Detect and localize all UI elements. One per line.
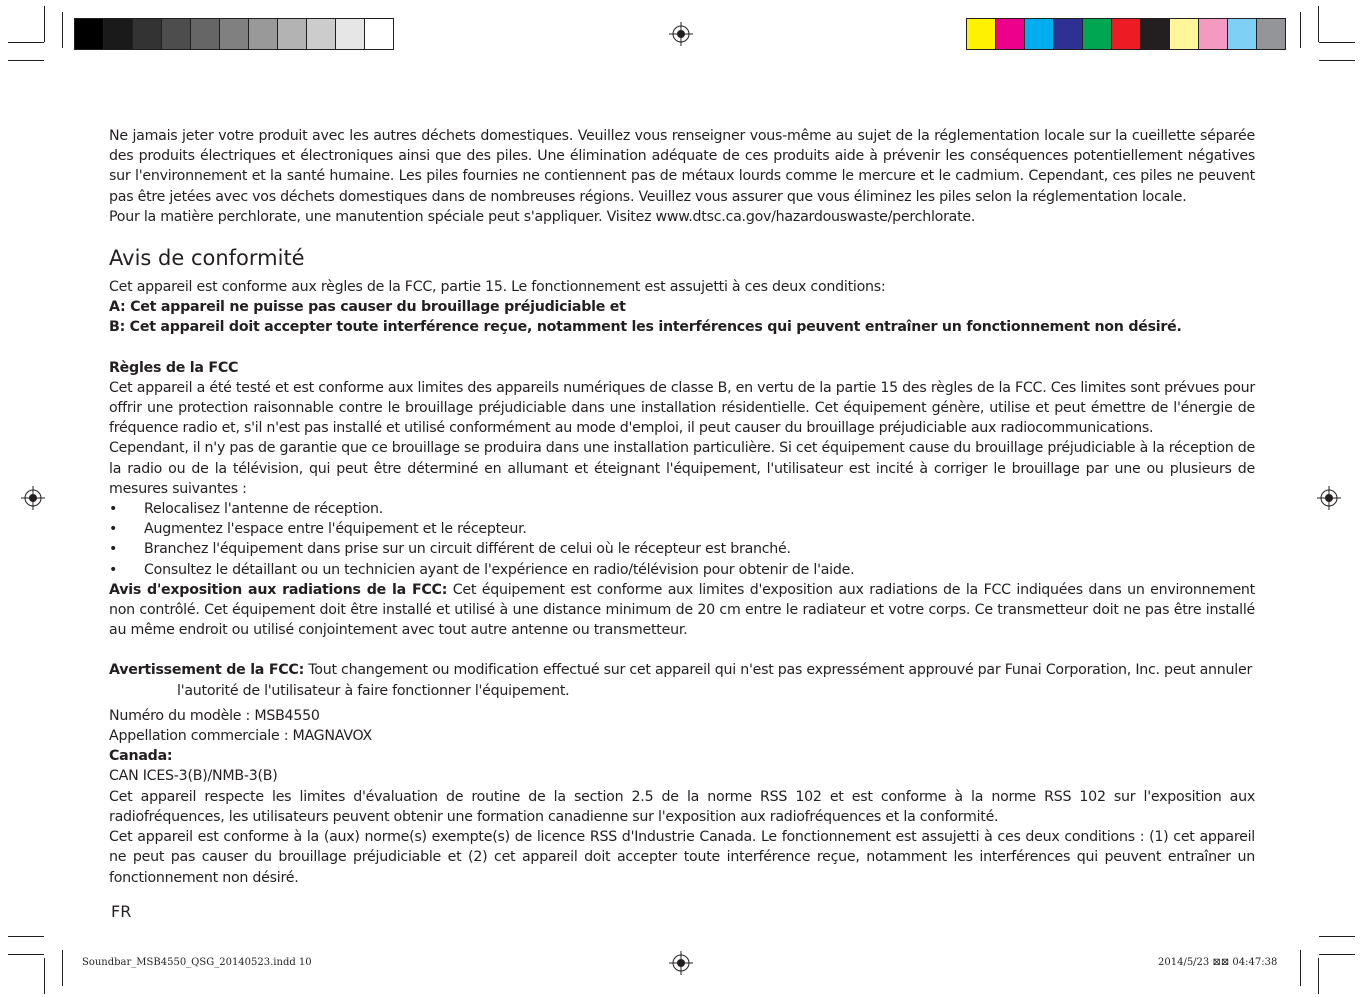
color-swatch	[133, 19, 162, 49]
warning-text: Tout changement ou modification effectué sur cet appareil qui n'est pas expressément approuvé par Funai Corporation, Inc. peut annuler	[304, 662, 1253, 679]
slug-filename: Soundbar_MSB4550_QSG_20140523.indd 10	[82, 957, 312, 968]
color-swatch	[307, 19, 336, 49]
bullet-icon: •	[109, 541, 118, 558]
warning-text-continued: l'autorité de l'utilisateur à faire fonctionner l'équipement.	[177, 682, 570, 699]
color-swatch	[365, 19, 393, 49]
crop-mark	[62, 950, 63, 986]
fcc-paragraph-1: Cet appareil a été testé et est conforme aux limites des appareils numériques de classe B, en vertu de la partie 15 des règles de la FCC. Ces limites sont prévues pour offrir une protection raisonnable contre le brouillage préjudiciable dans une installation résidentielle. Cet équipement génère, utilise et peut émettre de l'énergie de fréquence radio et, s'il n'est pas installé et utilisé conformément au mode d'emploi, il peut causer du brouillage préjudiciable aux radiocommunications.	[109, 379, 1255, 437]
canada-label: Canada:	[109, 748, 173, 765]
registration-mark-icon	[21, 486, 45, 510]
list-item	[109, 539, 1255, 559]
color-swatch	[967, 19, 996, 49]
warning-label: Avertissement de la FCC:	[109, 662, 305, 679]
color-swatch	[278, 19, 307, 49]
fcc-paragraph-2: Cependant, il n'y pas de garantie que ce brouillage se produira dans une installation particulière. Si cet équipement cause du brouillage préjudiciable à la réception de la radio ou de la télévision, qui peut être déterminé en allumant et éteignant l'équipement, l'utilisateur est incité à corriger le brouillage par une ou plusieurs de mesures suivantes :	[109, 440, 1255, 497]
section-title-conformite: Avis de conformité	[109, 246, 305, 271]
list-item	[109, 519, 1255, 539]
exposure-label: Avis d'exposition aux radiations de la FCC:	[109, 581, 448, 598]
registration-mark-icon	[669, 951, 693, 975]
model-number: Numéro du modèle : MSB4550	[109, 707, 320, 724]
list-item-text: Augmentez l'espace entre l'équipement et le récepteur.	[144, 521, 527, 538]
list-item-text: Branchez l'équipement dans prise sur un circuit différent de celui où le récepteur est branché.	[144, 541, 791, 558]
crop-mark	[1319, 60, 1355, 61]
exposure-paragraph	[109, 580, 1255, 641]
perchlorate-paragraph: Pour la matière perchlorate, une manutention spéciale peut s'appliquer. Visitez www.dtsc.ca.gov/hazardouswaste/perchlorate.	[109, 208, 976, 225]
crop-mark	[8, 936, 44, 937]
crop-mark	[62, 12, 63, 48]
condition-a: A: Cet appareil ne puisse pas causer du brouillage préjudiciable et	[109, 299, 626, 316]
disposal-paragraph: Ne jamais jeter votre produit avec les autres déchets domestiques. Veuillez vous renseigner vous-même au sujet de la réglementation locale sur la cueillette séparée des produits électriques et électroniques ainsi que des piles. Une élimination adéquate de ces produits aide à prévenir les conséquences potentiellement négatives sur l'environnement et la santé humaine. Les piles fournies ne contiennent pas de métaux lourds comme le mercure et le cadmium. Cependant, ces piles ne peuvent pas être jetées avec vos déchets domestiques dans de nombreuses régions. Veuillez vous assurer que vous éliminez les piles selon la réglementation locale.	[109, 128, 1255, 205]
bullet-icon: •	[109, 561, 118, 578]
registration-mark-icon	[1317, 486, 1341, 510]
canada-paragraph-2: Cet appareil est conforme à la (aux) norme(s) exempte(s) de licence RSS d'Industrie Canada. Le fonctionnement est assujetti à ces deux conditions : (1) cet appareil ne peut pas causer du brouillage préjudiciable et (2) cet appareil doit accepter toute interférence reçue, notamment les interférences qui peuvent entraîner un fonctionnement non désiré.	[109, 829, 1255, 886]
color-swatch	[249, 19, 278, 49]
list-item-text: Consultez le détaillant ou un technicien ayant de l'expérience en radio/télévision pour obtenir de l'aide.	[144, 561, 855, 578]
registration-mark-icon	[669, 22, 693, 46]
color-swatch	[1170, 19, 1199, 49]
color-swatch	[1141, 19, 1170, 49]
list-item	[109, 560, 1255, 580]
color-swatch	[1054, 19, 1083, 49]
slug-datetime: 2014/5/23 ⊠⊠ 04:47:38	[1158, 957, 1278, 968]
crop-mark	[8, 954, 44, 955]
conformite-statement: Cet appareil est conforme aux règles de la FCC, partie 15. Le fonctionnement est assujetti à ces deux conditions:	[109, 279, 886, 296]
color-swatch	[1257, 19, 1285, 49]
process-color-bar	[966, 18, 1286, 50]
crop-mark	[8, 42, 44, 43]
list-item-text: Relocalisez l'antenne de réception.	[144, 501, 384, 518]
crop-mark	[44, 958, 45, 994]
crop-mark	[1300, 12, 1301, 48]
crop-mark	[44, 6, 45, 42]
crop-mark	[1319, 936, 1355, 937]
list-item	[109, 499, 1255, 519]
color-swatch	[75, 19, 104, 49]
trade-name: Appellation commerciale : MAGNAVOX	[109, 728, 373, 745]
color-swatch	[104, 19, 133, 49]
color-swatch	[1199, 19, 1228, 49]
canada-ices: CAN ICES-3(B)/NMB-3(B)	[109, 768, 278, 785]
crop-mark	[1318, 958, 1319, 994]
crop-mark	[1318, 6, 1319, 42]
color-swatch	[996, 19, 1025, 49]
language-label: FR	[111, 902, 132, 921]
crop-mark	[1300, 950, 1301, 986]
color-swatch	[336, 19, 365, 49]
bullet-icon: •	[109, 521, 118, 538]
color-swatch	[1112, 19, 1141, 49]
color-swatch	[220, 19, 249, 49]
crop-mark	[8, 60, 44, 61]
document-body	[109, 126, 1255, 888]
crop-mark	[1319, 42, 1355, 43]
crop-mark	[1319, 954, 1355, 955]
canada-paragraph-1: Cet appareil respecte les limites d'évaluation de routine de la section 2.5 de la norme RSS 102 et est conforme à la norme RSS 102 sur l'exposition aux radiofréquences, les utilisateurs peuvent obtenir une formation canadienne sur l'exposition aux radiofréquences et la conformité.	[109, 788, 1255, 825]
exposure-text: Cet équipement est conforme aux limites d'exposition aux radiations de la FCC indiquées dans un environnement non contrôlé. Cet équipement doit être installé et utilisé à une distance minimum de 20 cm entre le radiateur et votre corps. Ce transmetteur doit ne pas être installé au même endroit ou utilisé conjointement avec tout autre antenne ou transmetteur.	[109, 581, 1255, 639]
bullet-icon: •	[109, 501, 118, 518]
color-swatch	[162, 19, 191, 49]
warning-paragraph	[109, 660, 1255, 680]
color-swatch	[191, 19, 220, 49]
color-swatch	[1083, 19, 1112, 49]
grayscale-color-bar	[74, 18, 394, 50]
section-title-fcc: Règles de la FCC	[109, 359, 239, 376]
color-swatch	[1228, 19, 1257, 49]
condition-b: B: Cet appareil doit accepter toute interférence reçue, notamment les interférences qui peuvent entraîner un fonctionnement non désiré.	[109, 319, 1182, 336]
color-swatch	[1025, 19, 1054, 49]
